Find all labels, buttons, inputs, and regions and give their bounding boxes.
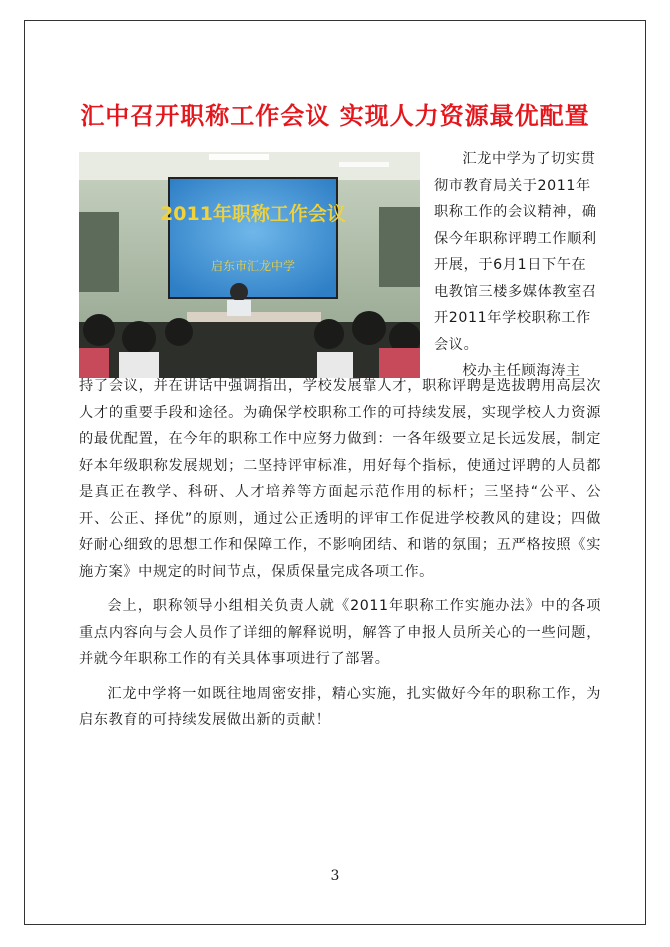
side-paragraph-2: 校办主任顾海涛主 bbox=[462, 363, 581, 379]
main-text bbox=[79, 373, 601, 742]
main-paragraph-3: 汇龙中学将一如既往地周密安排，精心实施，扎实做好今年的职称工作，为启东教育的可持续发展做出新的贡献！ bbox=[79, 685, 601, 728]
side-text bbox=[434, 146, 600, 385]
main-paragraph-2: 会上，职称领导小组相关负责人就《2011年职称工作实施办法》中的各项重点内容向与会人员作了详细的解释说明，解答了申报人员所关心的一些问题，并就今年职称工作的有关具体事项进行了部署。 bbox=[79, 598, 601, 667]
article-title: 汇中召开职称工作会议 实现人力资源最优配置 bbox=[80, 102, 590, 130]
side-paragraph-1: 汇龙中学为了切实贯彻市教育局关于2011年职称工作的会议精神，确保今年职称评聘工作顺利开展，于6月1日下午在电教馆三楼多媒体教室召开2011年学校职称工作会议。 bbox=[434, 151, 597, 353]
main-paragraph-1: 持了会议，并在讲话中强调指出，学校发展靠人才，职称评聘是选拔聘用高层次人才的重要手段和途径。为确保学校职称工作的可持续发展，实现学校人力资源的最优配置，在今年的职称工作中应努力做到：一各年级要立足长远发展，制定好本年级职称发展规划；二坚持评审标准，用好每个指标，使通过评聘的人员都是真正在教学、科研、人才培养等方面起示范作用的标杆；三坚持“公平、公开、公正、择优”的原则，通过公正透明的评审工作促进学校教风的建设；四做好耐心细致的思想工作和保障工作，不影响团结、和谐的氛围；五严格按照《实施方案》中规定的时间节点，保质保量完成各项工作。 bbox=[79, 378, 601, 580]
page-number: 3 bbox=[330, 868, 340, 884]
screen-subtitle: 启东市汇龙中学 bbox=[210, 259, 296, 273]
meeting-photo bbox=[79, 152, 420, 378]
screen-title: 2011年职称工作会议 bbox=[160, 203, 346, 225]
